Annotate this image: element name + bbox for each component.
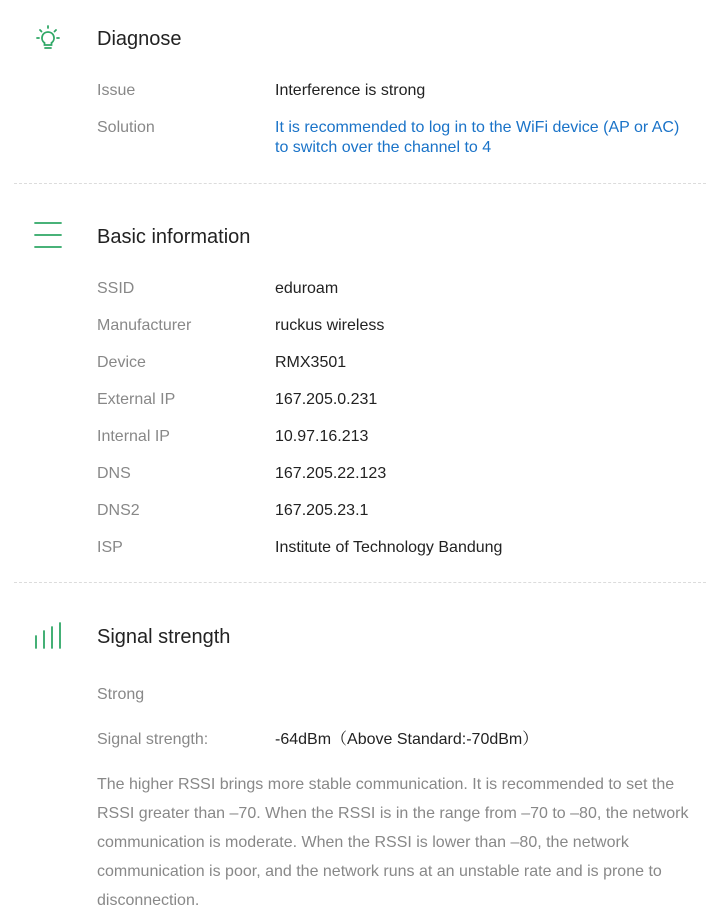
solution-label: Solution [97,119,155,136]
isp-value: Institute of Technology Bandung [275,539,503,556]
solution-link[interactable]: It is recommended to log in to the WiFi device (AP or AC) to switch over the channel to 4 [275,119,680,156]
manufacturer-label: Manufacturer [97,317,192,334]
lightbulb-icon [33,24,63,59]
device-value: RMX3501 [275,354,347,371]
dns2-label: DNS2 [97,502,140,519]
signal-bars-icon [33,620,63,655]
dns-value: 167.205.22.123 [275,465,387,482]
section-divider [14,582,706,583]
external-ip-value: 167.205.0.231 [275,391,378,408]
internal-ip-label: Internal IP [97,428,170,445]
signal-strength-label: Signal strength: [97,731,209,748]
diagnose-title: Diagnose [97,28,182,50]
section-divider [14,183,706,184]
manufacturer-value: ruckus wireless [275,317,385,334]
dns2-value: 167.205.23.1 [275,502,369,519]
issue-label: Issue [97,82,136,99]
signal-title: Signal strength [97,626,231,648]
menu-lines-icon [33,220,63,255]
internal-ip-value: 10.97.16.213 [275,428,369,445]
ssid-value: eduroam [275,280,339,297]
device-label: Device [97,354,146,371]
signal-description: The higher RSSI brings more stable communication. It is recommended to set the RSSI greater than –70. When the RSSI is in the range from –70 to –80, the network communication is moderate. When the RSSI is lower than –80, the network communication is poor, and the network runs at an unstable rate and is prone to disconnection. [97,776,689,909]
basic-info-title: Basic information [97,226,251,248]
signal-status: Strong [97,686,145,703]
dns-label: DNS [97,465,131,482]
issue-value: Interference is strong [275,82,426,99]
external-ip-label: External IP [97,391,176,408]
signal-strength-value: -64dBm（Above Standard:-70dBm） [275,731,539,748]
ssid-label: SSID [97,280,135,297]
isp-label: ISP [97,539,123,556]
